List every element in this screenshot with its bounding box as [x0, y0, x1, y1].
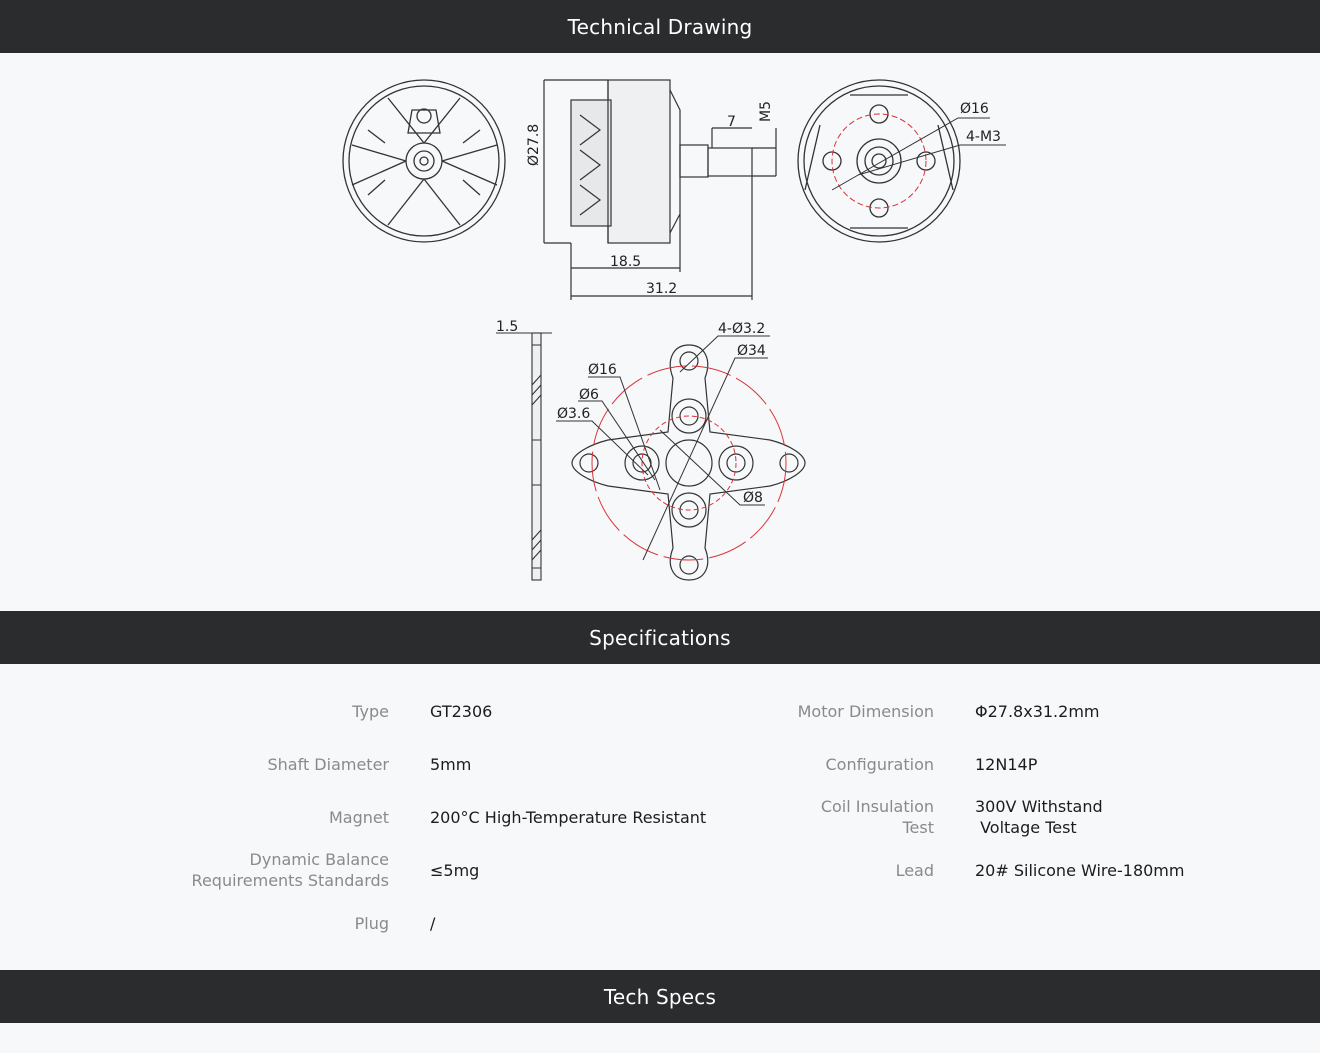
- dim-4-m3: 4-M3: [966, 129, 1001, 145]
- spec-value: ≤5mg: [430, 861, 480, 880]
- spec-label: Motor Dimension: [797, 702, 934, 721]
- spec-label: Type: [352, 702, 389, 721]
- dim-d16-mount: Ø16: [588, 362, 617, 378]
- dim-shaft-thread: M5: [758, 101, 774, 122]
- spec-value: 5mm: [430, 755, 472, 774]
- spec-value: 200°C High-Temperature Resistant: [430, 808, 707, 827]
- dim-diameter-body: Ø27.8: [526, 123, 542, 166]
- section-title: Technical Drawing: [567, 14, 753, 39]
- spec-value: GT2306: [430, 702, 493, 721]
- spec-value: Φ27.8x31.2mm: [975, 702, 1100, 721]
- dim-4-d3-2: 4-Ø3.2: [718, 321, 766, 337]
- motor-top-view: [798, 80, 960, 242]
- spec-label: Magnet: [328, 808, 389, 827]
- dim-31-2: 31.2: [646, 281, 678, 297]
- motor-technical-drawing: [0, 53, 1320, 611]
- spec-label: Lead: [895, 861, 934, 880]
- dim-d34: Ø34: [737, 343, 766, 359]
- spec-value: 20# Silicone Wire-180mm: [975, 861, 1185, 880]
- spec-value: 300V Withstand Voltage Test: [975, 797, 1103, 837]
- section-title: Specifications: [589, 625, 731, 650]
- spec-label: Plug: [354, 914, 389, 933]
- specifications-table: [0, 664, 1320, 970]
- mount-plate-front: [572, 345, 805, 580]
- dim-18-5: 18.5: [610, 254, 642, 270]
- spec-label: Configuration: [825, 755, 934, 774]
- section-title: Tech Specs: [603, 984, 717, 1009]
- spec-label: Coil Insulation Test: [820, 797, 934, 837]
- spec-value: 12N14P: [975, 755, 1038, 774]
- section-header-specifications: [0, 611, 1320, 664]
- section-header-tech-specs: [0, 970, 1320, 1023]
- mount-plate-side: [496, 333, 552, 580]
- dim-d16-top: Ø16: [960, 101, 989, 117]
- dim-thickness: 1.5: [496, 319, 519, 335]
- dim-d8: Ø8: [743, 490, 763, 506]
- dim-shaft-length: 7: [727, 114, 736, 130]
- spec-label: Shaft Diameter: [267, 755, 389, 774]
- spec-label: Dynamic Balance Requirements Standards: [191, 850, 389, 890]
- motor-bottom-view: [343, 80, 505, 242]
- technical-drawing: [0, 53, 1320, 611]
- dim-d6: Ø6: [579, 387, 599, 403]
- dim-d3-6: Ø3.6: [557, 406, 591, 422]
- section-header-technical-drawing: [0, 0, 1320, 53]
- motor-side-view: [544, 80, 776, 300]
- spec-value: /: [430, 914, 436, 933]
